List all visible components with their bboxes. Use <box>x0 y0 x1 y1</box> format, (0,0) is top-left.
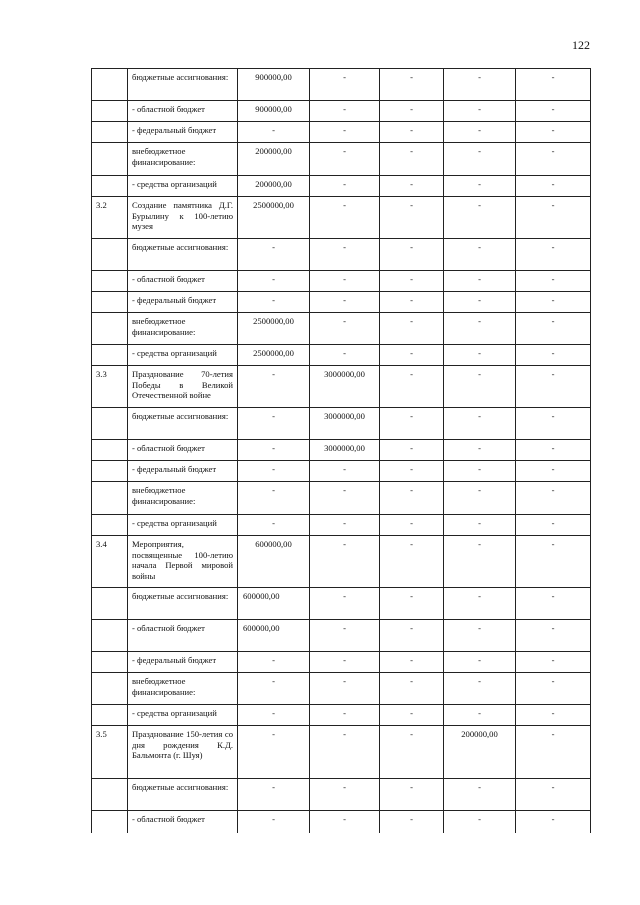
value-cell-4: - <box>444 673 516 705</box>
table-row <box>92 588 591 620</box>
value-cell-5: - <box>516 408 591 440</box>
row-name-cell: Мероприятия, посвященные 100-летию начала Первой мировой войны <box>128 536 238 588</box>
row-name-cell: внебюджетное финансирование: <box>128 673 238 705</box>
table-row <box>92 69 591 101</box>
page-number: 122 <box>572 38 590 52</box>
row-number-cell <box>92 239 128 271</box>
row-name-cell: - федеральный бюджет <box>128 292 238 313</box>
value-cell-3: - <box>380 440 444 461</box>
row-name-cell: Празднование 70-летия Победы в Великой Отечественной войне <box>128 366 238 408</box>
value-cell-1: - <box>238 705 310 726</box>
table-row <box>92 779 591 811</box>
value-cell-2: - <box>310 197 380 239</box>
value-cell-1: 600000,00 <box>238 536 310 588</box>
value-cell-4: - <box>444 69 516 101</box>
value-cell-4: - <box>444 345 516 366</box>
value-cell-2: - <box>310 536 380 588</box>
value-cell-4: - <box>444 101 516 122</box>
table-row <box>92 440 591 461</box>
value-cell-1: 900000,00 <box>238 69 310 101</box>
value-cell-4: 200000,00 <box>444 726 516 779</box>
value-cell-1: - <box>238 515 310 536</box>
row-name-cell: - средства организаций <box>128 345 238 366</box>
value-cell-5: - <box>516 705 591 726</box>
value-cell-2: - <box>310 779 380 811</box>
value-cell-2: - <box>310 705 380 726</box>
value-cell-3: - <box>380 536 444 588</box>
value-cell-3: - <box>380 705 444 726</box>
value-cell-2: - <box>310 122 380 143</box>
value-cell-3: - <box>380 482 444 515</box>
value-cell-1: - <box>238 239 310 271</box>
row-number-cell: 3.2 <box>92 197 128 239</box>
row-number-cell <box>92 271 128 292</box>
value-cell-4: - <box>444 366 516 408</box>
value-cell-2: - <box>310 673 380 705</box>
value-cell-2: - <box>310 239 380 271</box>
row-name-cell: - федеральный бюджет <box>128 461 238 482</box>
value-cell-4: - <box>444 408 516 440</box>
value-cell-3: - <box>380 122 444 143</box>
value-cell-3: - <box>380 726 444 779</box>
table-row <box>92 122 591 143</box>
value-cell-1: 600000,00 <box>238 588 310 620</box>
table-row <box>92 197 591 239</box>
value-cell-5: - <box>516 620 591 652</box>
table-row <box>92 620 591 652</box>
row-number-cell <box>92 461 128 482</box>
value-cell-1: - <box>238 408 310 440</box>
row-name-cell: - федеральный бюджет <box>128 652 238 673</box>
value-cell-2: 3000000,00 <box>310 408 380 440</box>
table-row <box>92 239 591 271</box>
value-cell-3: - <box>380 292 444 313</box>
value-cell-5: - <box>516 461 591 482</box>
value-cell-5: - <box>516 69 591 101</box>
table-row <box>92 366 591 408</box>
table-row <box>92 461 591 482</box>
table-row <box>92 726 591 779</box>
row-number-cell <box>92 408 128 440</box>
value-cell-4: - <box>444 176 516 197</box>
value-cell-2: - <box>310 101 380 122</box>
value-cell-2: - <box>310 176 380 197</box>
value-cell-5: - <box>516 652 591 673</box>
value-cell-1: - <box>238 461 310 482</box>
value-cell-1: 600000,00 <box>238 620 310 652</box>
value-cell-5: - <box>516 239 591 271</box>
value-cell-3: - <box>380 101 444 122</box>
value-cell-3: - <box>380 779 444 811</box>
row-name-cell: бюджетные ассигнования: <box>128 239 238 271</box>
row-number-cell <box>92 811 128 833</box>
value-cell-5: - <box>516 726 591 779</box>
value-cell-5: - <box>516 292 591 313</box>
row-name-cell: - средства организаций <box>128 705 238 726</box>
value-cell-1: 900000,00 <box>238 101 310 122</box>
table-row <box>92 292 591 313</box>
value-cell-4: - <box>444 779 516 811</box>
value-cell-1: - <box>238 440 310 461</box>
row-name-cell: бюджетные ассигнования: <box>128 408 238 440</box>
table-row <box>92 313 591 345</box>
value-cell-4: - <box>444 292 516 313</box>
value-cell-4: - <box>444 482 516 515</box>
value-cell-3: - <box>380 461 444 482</box>
row-name-cell: внебюджетное финансирование: <box>128 482 238 515</box>
value-cell-5: - <box>516 515 591 536</box>
value-cell-3: - <box>380 239 444 271</box>
value-cell-4: - <box>444 652 516 673</box>
row-name-cell: бюджетные ассигнования: <box>128 69 238 101</box>
table-row <box>92 811 591 833</box>
row-number-cell <box>92 122 128 143</box>
value-cell-4: - <box>444 143 516 176</box>
row-number-cell <box>92 588 128 620</box>
value-cell-1: - <box>238 366 310 408</box>
row-number-cell <box>92 176 128 197</box>
value-cell-3: - <box>380 143 444 176</box>
value-cell-2: 3000000,00 <box>310 366 380 408</box>
value-cell-3: - <box>380 197 444 239</box>
value-cell-5: - <box>516 143 591 176</box>
value-cell-4: - <box>444 620 516 652</box>
value-cell-5: - <box>516 345 591 366</box>
value-cell-4: - <box>444 588 516 620</box>
row-name-cell: - средства организаций <box>128 176 238 197</box>
row-number-cell <box>92 652 128 673</box>
row-number-cell <box>92 515 128 536</box>
row-name-cell: бюджетные ассигнования: <box>128 779 238 811</box>
row-name-cell: внебюджетное финансирование: <box>128 313 238 345</box>
value-cell-3: - <box>380 345 444 366</box>
value-cell-2: - <box>310 461 380 482</box>
value-cell-5: - <box>516 313 591 345</box>
value-cell-2: - <box>310 143 380 176</box>
table-row <box>92 482 591 515</box>
value-cell-1: 2500000,00 <box>238 345 310 366</box>
value-cell-5: - <box>516 536 591 588</box>
value-cell-3: - <box>380 811 444 833</box>
budget-table <box>91 68 591 833</box>
value-cell-4: - <box>444 313 516 345</box>
value-cell-5: - <box>516 122 591 143</box>
value-cell-5: - <box>516 482 591 515</box>
value-cell-3: - <box>380 69 444 101</box>
row-name-cell: бюджетные ассигнования: <box>128 588 238 620</box>
value-cell-3: - <box>380 313 444 345</box>
value-cell-4: - <box>444 515 516 536</box>
value-cell-5: - <box>516 176 591 197</box>
value-cell-1: - <box>238 811 310 833</box>
value-cell-4: - <box>444 440 516 461</box>
value-cell-5: - <box>516 440 591 461</box>
value-cell-2: - <box>310 313 380 345</box>
value-cell-2: - <box>310 292 380 313</box>
value-cell-4: - <box>444 705 516 726</box>
row-number-cell <box>92 482 128 515</box>
value-cell-5: - <box>516 271 591 292</box>
value-cell-1: 200000,00 <box>238 176 310 197</box>
value-cell-5: - <box>516 197 591 239</box>
row-number-cell <box>92 101 128 122</box>
row-number-cell: 3.4 <box>92 536 128 588</box>
row-number-cell <box>92 673 128 705</box>
value-cell-4: - <box>444 811 516 833</box>
budget-table-body <box>92 69 591 833</box>
value-cell-2: - <box>310 69 380 101</box>
value-cell-2: - <box>310 620 380 652</box>
value-cell-2: - <box>310 588 380 620</box>
table-row <box>92 673 591 705</box>
row-number-cell <box>92 705 128 726</box>
value-cell-2: - <box>310 515 380 536</box>
row-name-cell: внебюджетное финансирование: <box>128 143 238 176</box>
row-name-cell: - средства организаций <box>128 515 238 536</box>
table-row <box>92 345 591 366</box>
value-cell-1: - <box>238 726 310 779</box>
value-cell-3: - <box>380 588 444 620</box>
table-row <box>92 652 591 673</box>
row-number-cell: 3.3 <box>92 366 128 408</box>
value-cell-3: - <box>380 652 444 673</box>
value-cell-1: - <box>238 482 310 515</box>
value-cell-3: - <box>380 515 444 536</box>
value-cell-4: - <box>444 461 516 482</box>
table-row <box>92 536 591 588</box>
row-name-cell: Празднование 150-летия со дня рождения К.Д. Бальмонта (г. Шуя) <box>128 726 238 779</box>
row-number-cell <box>92 620 128 652</box>
value-cell-1: - <box>238 122 310 143</box>
row-name-cell: - областной бюджет <box>128 620 238 652</box>
value-cell-4: - <box>444 197 516 239</box>
row-name-cell: - областной бюджет <box>128 271 238 292</box>
row-name-cell: Создание памятника Д.Г. Бурылину к 100-летию музея <box>128 197 238 239</box>
table-row <box>92 408 591 440</box>
row-name-cell: - областной бюджет <box>128 811 238 833</box>
value-cell-3: - <box>380 271 444 292</box>
table-row <box>92 143 591 176</box>
value-cell-1: 200000,00 <box>238 143 310 176</box>
row-number-cell <box>92 69 128 101</box>
value-cell-5: - <box>516 779 591 811</box>
row-name-cell: - областной бюджет <box>128 101 238 122</box>
value-cell-3: - <box>380 176 444 197</box>
value-cell-5: - <box>516 673 591 705</box>
table-row <box>92 515 591 536</box>
row-number-cell <box>92 143 128 176</box>
row-number-cell <box>92 440 128 461</box>
value-cell-5: - <box>516 588 591 620</box>
value-cell-2: - <box>310 345 380 366</box>
value-cell-2: - <box>310 652 380 673</box>
row-number-cell <box>92 292 128 313</box>
value-cell-3: - <box>380 620 444 652</box>
row-number-cell <box>92 313 128 345</box>
row-number-cell: 3.5 <box>92 726 128 779</box>
value-cell-1: - <box>238 271 310 292</box>
table-row <box>92 271 591 292</box>
value-cell-1: - <box>238 673 310 705</box>
table-row <box>92 101 591 122</box>
row-name-cell: - областной бюджет <box>128 440 238 461</box>
row-name-cell: - федеральный бюджет <box>128 122 238 143</box>
value-cell-4: - <box>444 122 516 143</box>
value-cell-3: - <box>380 673 444 705</box>
value-cell-2: - <box>310 482 380 515</box>
row-number-cell <box>92 779 128 811</box>
value-cell-1: 2500000,00 <box>238 313 310 345</box>
value-cell-1: - <box>238 779 310 811</box>
value-cell-5: - <box>516 101 591 122</box>
value-cell-4: - <box>444 239 516 271</box>
value-cell-4: - <box>444 271 516 292</box>
value-cell-1: - <box>238 292 310 313</box>
table-row <box>92 705 591 726</box>
value-cell-2: - <box>310 726 380 779</box>
value-cell-4: - <box>444 536 516 588</box>
value-cell-1: - <box>238 652 310 673</box>
value-cell-2: - <box>310 271 380 292</box>
value-cell-3: - <box>380 366 444 408</box>
value-cell-2: - <box>310 811 380 833</box>
value-cell-3: - <box>380 408 444 440</box>
value-cell-5: - <box>516 366 591 408</box>
value-cell-2: 3000000,00 <box>310 440 380 461</box>
row-number-cell <box>92 345 128 366</box>
value-cell-5: - <box>516 811 591 833</box>
value-cell-1: 2500000,00 <box>238 197 310 239</box>
table-row <box>92 176 591 197</box>
